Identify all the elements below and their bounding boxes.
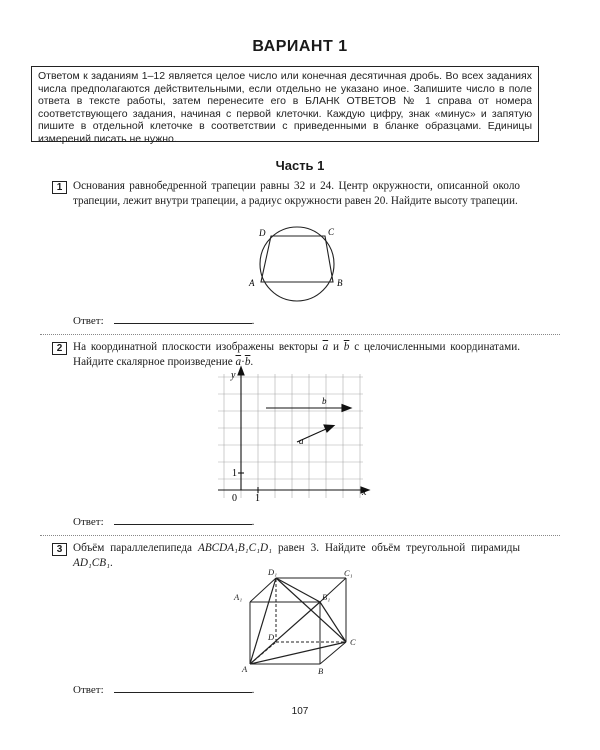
label-D1: D₁ xyxy=(268,567,278,577)
task-2-text-part2: с целочисленными координатами. Найдите скалярное произведение xyxy=(73,341,520,368)
label-B1: B₁ xyxy=(322,592,331,602)
vector-a-label: a xyxy=(299,436,304,446)
label-D: D xyxy=(268,632,275,642)
answer-label: Ответ: xyxy=(73,684,104,696)
label-A: A xyxy=(249,278,255,288)
label-C: C xyxy=(350,637,356,647)
answer-end: . xyxy=(251,315,255,327)
task-3-pyramid-name: AD₁CB₁ xyxy=(73,556,110,569)
task-2-dot: · xyxy=(241,355,245,368)
divider xyxy=(40,535,560,536)
part-title: Часть 1 xyxy=(275,158,325,173)
edge-AC xyxy=(250,642,346,664)
divider xyxy=(40,334,560,335)
task-1-figure xyxy=(245,224,355,304)
task-3-parallelepiped xyxy=(232,566,382,676)
variant-title: ВАРИАНТ 1 xyxy=(252,38,348,55)
label-D: D xyxy=(259,228,266,238)
task-2-answer-field[interactable] xyxy=(114,515,252,525)
y-axis-arrow xyxy=(238,367,244,375)
task-2-vec-a: $\overline{a}$ xyxy=(322,341,329,353)
task-3-answer xyxy=(73,683,254,696)
vector-b-arrow xyxy=(342,405,351,412)
label-A1: A₁ xyxy=(234,592,243,602)
origin-label: 0 xyxy=(232,493,237,504)
task-2-product-b: $\overline{b}$ xyxy=(244,355,251,368)
answer-end: . xyxy=(251,516,255,528)
task-1-answer xyxy=(73,314,254,327)
label-B: B xyxy=(318,666,324,676)
x-label: x xyxy=(362,487,367,498)
task-2-number: 2 xyxy=(52,342,67,355)
task-3-text-part1: Объём параллелепипеда xyxy=(73,542,193,554)
label-A: A xyxy=(242,664,248,674)
y-one-label: 1 xyxy=(232,468,237,479)
answer-end: . xyxy=(251,684,255,696)
label-B: B xyxy=(337,278,343,288)
task-3-number: 3 xyxy=(52,543,67,556)
grid-lines xyxy=(218,374,363,498)
x-one-label: 1 xyxy=(255,493,260,504)
task-1-answer-field[interactable] xyxy=(114,314,252,324)
task-1-text: Основания равнобедренной трапеции равны 32 и 24. Центр окружности, описанной около трапеции, лежит внутри трапеции, а радиус окружности равен 20. Найдите высоту трапеции. xyxy=(73,180,520,207)
answer-label: Ответ: xyxy=(73,315,104,327)
task-3-text-part2: равен 3. Найдите объём треугольной пирамиды xyxy=(277,542,520,554)
task-2-product-a: $\overline{a}$ xyxy=(235,355,242,368)
label-C1: C₁ xyxy=(344,568,353,578)
answer-label: Ответ: xyxy=(73,516,104,528)
task-3-text: Объём параллелепипеда ABCDA₁B₁C₁D₁ равен 3. Найдите объём треугольной пирамиды AD₁CB₁. xyxy=(73,542,520,569)
trapezoid xyxy=(261,236,333,282)
page-number: 107 xyxy=(291,706,309,717)
edge-AD1 xyxy=(250,578,276,664)
vector-b-label: b xyxy=(322,396,327,406)
task-3-answer-field[interactable] xyxy=(114,683,252,693)
task-2-text-part1: На координатной плоскости изображены векторы xyxy=(73,341,318,353)
task-2-answer xyxy=(73,515,254,528)
y-label: y xyxy=(231,370,236,381)
task-2-vec-b: $\overline{b}$ xyxy=(343,341,350,353)
task-2-coordinate-grid xyxy=(218,366,378,506)
task-1-number: 1 xyxy=(52,181,67,194)
task-2-and: и xyxy=(332,341,339,353)
edge-AB1 xyxy=(250,602,320,664)
task-3-figure-name: ABCDA₁B₁C₁D₁ xyxy=(197,542,272,554)
task-2-text: На координатной плоскости изображены векторы $\overline{a}$ и $\overline{b}$ с целочисленными координатами. Найдите скалярное произведение $\overline{a}\cdot\overline{b}$. xyxy=(73,341,520,368)
label-C: C xyxy=(328,227,335,237)
vector-a-arrow xyxy=(324,425,334,432)
instructions-box: Ответом к заданиям 1–12 является целое число или конечная десятичная дробь. Во всех заданиях числа предполагаются действительными, если отдельно не указано иное. Запишите число в поле ответа в тексте работы, затем перенесите его в БЛАНК ОТВЕТОВ № 1 справа от номера соответствующего задания, начиная с первой клеточки. Каждую цифру, знак «минус» и запятую пишите в отдельной клеточке в соответствии с приведенными в бланке образцами. Единицы измерений писать не нужно. xyxy=(31,66,539,142)
